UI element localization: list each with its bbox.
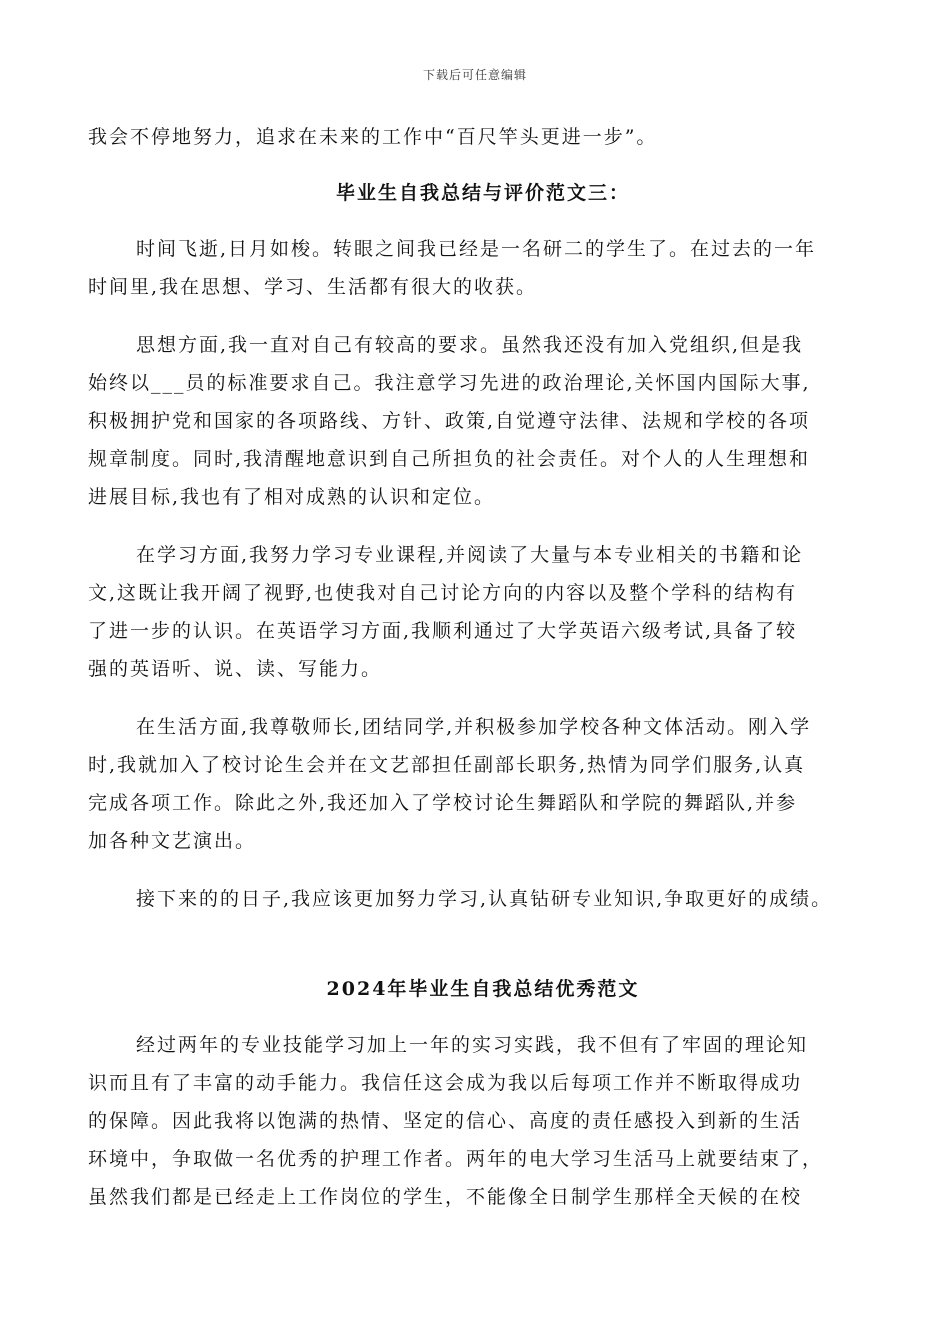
closing-line: 我会不停地努力，追求在未来的工作中“百尺竿头更进一步”。 [88, 126, 658, 148]
paragraph-line: 强的英语听、说、读、写能力。 [88, 658, 383, 680]
paragraph-line: 加各种文艺演出。 [88, 830, 257, 852]
header-note: 下载后可任意编辑 [422, 68, 527, 82]
paragraph-line: 时,我就加入了校讨论生会并在文艺部担任副部长职务,热情为同学们服务,认真 [88, 754, 806, 776]
paragraph-study [88, 536, 878, 688]
paragraph-line: 规章制度。同时,我清醒地意识到自己所担负的社会责任。对个人的人生理想和 [88, 448, 811, 470]
paragraph-future [88, 880, 878, 918]
paragraph-line: 积极拥护党和国家的各项路线、方针、政策,自觉遵守法律、法规和学校的各项 [88, 410, 811, 432]
paragraph-line: 经过两年的专业技能学习加上一年的实习实践，我不但有了牢固的理论知 [136, 1034, 809, 1056]
paragraph-line: 环境中，争取做一名优秀的护理工作者。两年的电大学习生活马上就要结束了， [88, 1148, 824, 1170]
paragraph-line: 完成各项工作。除此之外,我还加入了学校讨论生舞蹈队和学院的舞蹈队,并参 [88, 792, 798, 814]
paragraph-line: 识而且有了丰富的动手能力。我信任这会成为我以后每项工作并不断取得成功 [88, 1072, 803, 1094]
section3-title: 毕业生自我总结与评价范文三： [335, 182, 630, 204]
paragraph-line: 时间飞逝,日月如梭。转眼之间我已经是一名研二的学生了。在过去的一年 [136, 238, 817, 260]
paragraph-line: 在生活方面,我尊敬师长,团结同学,并积极参加学校各种文体活动。刚入学 [136, 716, 812, 738]
paragraph-line: 始终以___员的标准要求自己。我注意学习先进的政治理论,关怀国内国际大事, [88, 372, 811, 394]
paragraph-line: 接下来的的日子,我应该更加努力学习,认真钻研专业知识,争取更好的成绩。 [136, 888, 833, 910]
paragraph-line: 在学习方面,我努力学习专业课程,并阅读了大量与本专业相关的书籍和论 [136, 544, 804, 566]
paragraph-line: 文,这既让我开阔了视野,也使我对自己讨论方向的内容以及整个学科的结构有 [88, 582, 798, 604]
document-body [88, 118, 878, 1216]
paragraph-line: 时间里,我在思想、学习、生活都有很大的收获。 [88, 276, 538, 298]
paragraph-intro [88, 230, 878, 306]
paragraph-line: 的保障。因此我将以饱满的热情、坚定的信心、高度的责任感投入到新的生活 [88, 1110, 803, 1132]
paragraph-thought [88, 326, 878, 516]
paragraph-line: 了进一步的认识。在英语学习方面,我顺利通过了大学英语六级考试,具备了较 [88, 620, 798, 642]
paragraph-line: 思想方面,我一直对自己有较高的要求。虽然我还没有加入党组织,但是我 [136, 334, 804, 356]
section-2024-title: 2024年毕业生自我总结优秀范文 [326, 978, 640, 1000]
paragraph-line: 虽然我们都是已经走上工作岗位的学生，不能像全日制学生那样全天候的在校 [88, 1186, 803, 1208]
paragraph-line: 进展目标,我也有了相对成熟的认识和定位。 [88, 486, 496, 508]
paragraph-2024 [88, 1026, 878, 1216]
paragraph-life [88, 708, 878, 860]
